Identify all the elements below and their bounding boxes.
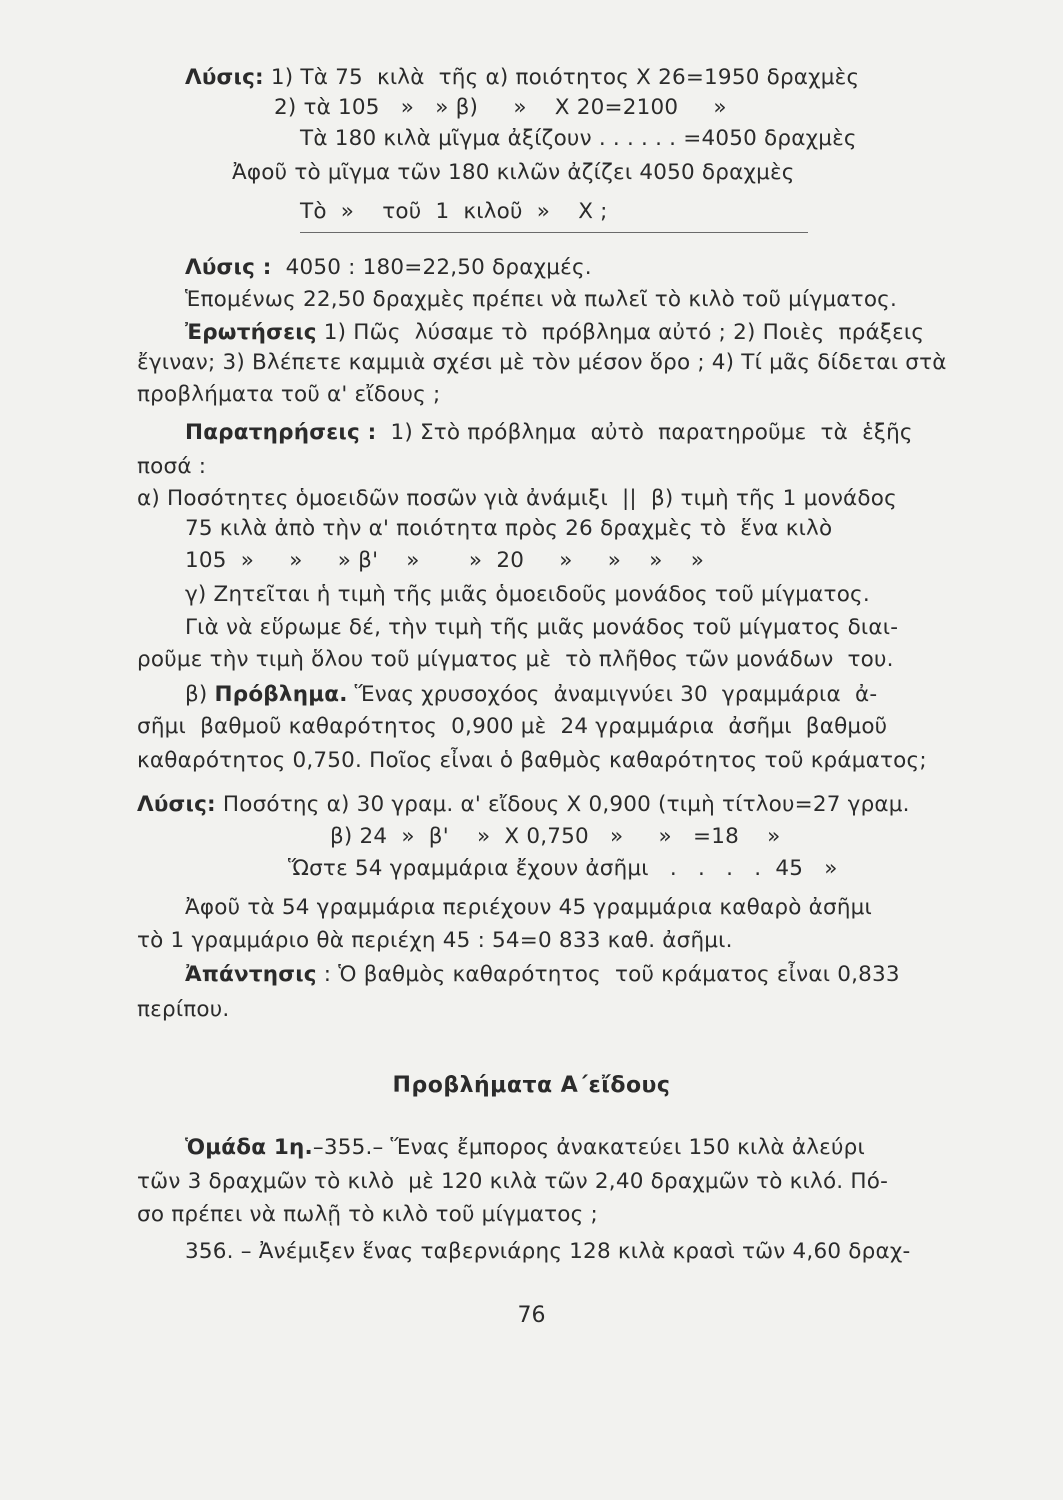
solution-2-label: Λύσις : (185, 255, 272, 280)
consequence-line: Ἑπομένως 22,50 δραχμὲς πρέπει νὰ πωλεῖ τὸ κιλὸ τοῦ μίγματος. (185, 287, 898, 312)
problem-b-line-2: σῆμι βαθμοῦ καθαρότητος 0,900 μὲ 24 γραμμάρια ἀσῆμι βαθμοῦ (137, 714, 888, 739)
solution-3-line-1: Λύσις: Ποσότης α) 30 γραμ. α' εἴδους Χ 0,900 (τιμὴ τίτλου=27 γραμ. (137, 792, 910, 817)
observations-line-3: α) Ποσότητες ὁμοειδῶν ποσῶν γιὰ ἀνάμιξι || β) τιμὴ τῆς 1 μονάδος (137, 486, 897, 511)
questions-line-3: προβλήματα τοῦ α' εἴδους ; (137, 382, 441, 407)
solution-3-line-5: τὸ 1 γραμμάριο θὰ περιέχη 45 : 54=0 833 καθ. ἀσῆμι. (137, 928, 733, 953)
group-line-1: Ὁμάδα 1η.–355.– Ἕνας ἔμπορος ἀνακατεύει 150 κιλὰ ἀλεύρι (185, 1135, 865, 1160)
solution-line-5: Τὸ » τοῦ 1 κιλοῦ » Χ ; (300, 199, 608, 224)
solution-2-line: Λύσις : 4050 : 180=22,50 δραχμές. (185, 255, 592, 280)
page-number: 76 (517, 1303, 546, 1328)
observations-line-2: ποσά : (137, 454, 207, 479)
answer-line-2: περίπου. (137, 997, 230, 1022)
problem-label: Πρόβλημα. (214, 682, 348, 707)
solution-3-label: Λύσις: (137, 792, 216, 817)
solution-line-1: Λύσις: 1) Τὰ 75 κιλὰ τῆς α) ποιότητος Χ 26=1950 δραχμὲς (185, 65, 860, 90)
questions-line-1: Ἐρωτήσεις 1) Πῶς λύσαμε τὸ πρόβλημα αὐτό ; 2) Ποιὲς πράξεις (185, 320, 925, 345)
problem-b-line-1: β) Πρόβλημα. Ἕνας χρυσοχόος ἀναμιγνύει 30 γραμμάρια ἀ- (185, 682, 878, 707)
group-line-4: 356. – Ἀνέμιξεν ἕνας ταβερνιάρης 128 κιλὰ κρασὶ τῶν 4,60 δραχ- (185, 1239, 911, 1264)
answer-label: Ἀπάντησις (185, 962, 317, 987)
solution-3-line-3: Ὥστε 54 γραμμάρια ἔχουν ἀσῆμι . . . . 45 » (288, 856, 838, 881)
group-label: Ὁμάδα 1η. (185, 1135, 313, 1160)
group-line-3: σο πρέπει νὰ πωλῇ τὸ κιλὸ τοῦ μίγματος ; (137, 1202, 598, 1227)
solution-line-4: Ἀφοῦ τὸ μῖγμα τῶν 180 κιλῶν ἀζίζει 4050 δραχμὲς (232, 160, 795, 185)
solution-3-line-4: Ἀφοῦ τὰ 54 γραμμάρια περιέχουν 45 γραμμάρια καθαρὸ ἀσῆμι (185, 895, 873, 920)
solution-3-line-2: β) 24 » β' » Χ 0,750 » » =18 » (330, 824, 781, 849)
problem-b-line-3: καθαρότητος 0,750. Ποῖος εἶναι ὁ βαθμὸς καθαρότητος τοῦ κράματος; (137, 748, 927, 773)
questions-label: Ἐρωτήσεις (185, 320, 317, 345)
observations-line-6: γ) Ζητεῖται ἡ τιμὴ τῆς μιᾶς ὁμοειδοῦς μονάδος τοῦ μίγματος. (185, 582, 870, 607)
solution-line-2: 2) τὰ 105 » » β) » Χ 20=2100 » (274, 95, 727, 120)
observations-line-8: ροῦμε τὴν τιμὴ ὅλου τοῦ μίγματος μὲ τὸ πλῆθος τῶν μονάδων του. (137, 647, 894, 672)
observations-line-7: Γιὰ νὰ εὕρωμε δέ, τὴν τιμὴ τῆς μιᾶς μονάδος τοῦ μίγματος διαι- (185, 615, 899, 640)
questions-line-2: ἔγιναν; 3) Βλέπετε καμμιὰ σχέσι μὲ τὸν μέσον ὅρο ; 4) Τί μᾶς δίδεται στὰ (137, 350, 947, 375)
observations-label: Παρατηρήσεις : (185, 420, 377, 445)
group-line-2: τῶν 3 δραχμῶν τὸ κιλὸ μὲ 120 κιλὰ τῶν 2,40 δραχμῶν τὸ κιλό. Πό- (137, 1169, 889, 1194)
section-heading: Προβλήματα Α΄εἴδους (392, 1073, 671, 1098)
answer-line-1: Ἀπάντησις : Ὁ βαθμὸς καθαρότητος τοῦ κράματος εἶναι 0,833 (185, 962, 900, 987)
solution-line-3: Τὰ 180 κιλὰ μῖγμα ἀξίζουν . . . . . . =4050 δραχμὲς (300, 126, 857, 151)
divider-rule (300, 232, 808, 233)
observations-line-1: Παρατηρήσεις : 1) Στὸ πρόβλημα αὐτὸ παρατηροῦμε τὰ ἑξῆς (185, 420, 913, 445)
observations-line-5: 105 » » » β' » » 20 » » » » (185, 548, 705, 573)
observations-line-4: 75 κιλὰ ἀπὸ τὴν α' ποιότητα πρὸς 26 δραχμὲς τὸ ἕνα κιλὸ (185, 516, 833, 541)
solution-label: Λύσις: (185, 65, 264, 90)
